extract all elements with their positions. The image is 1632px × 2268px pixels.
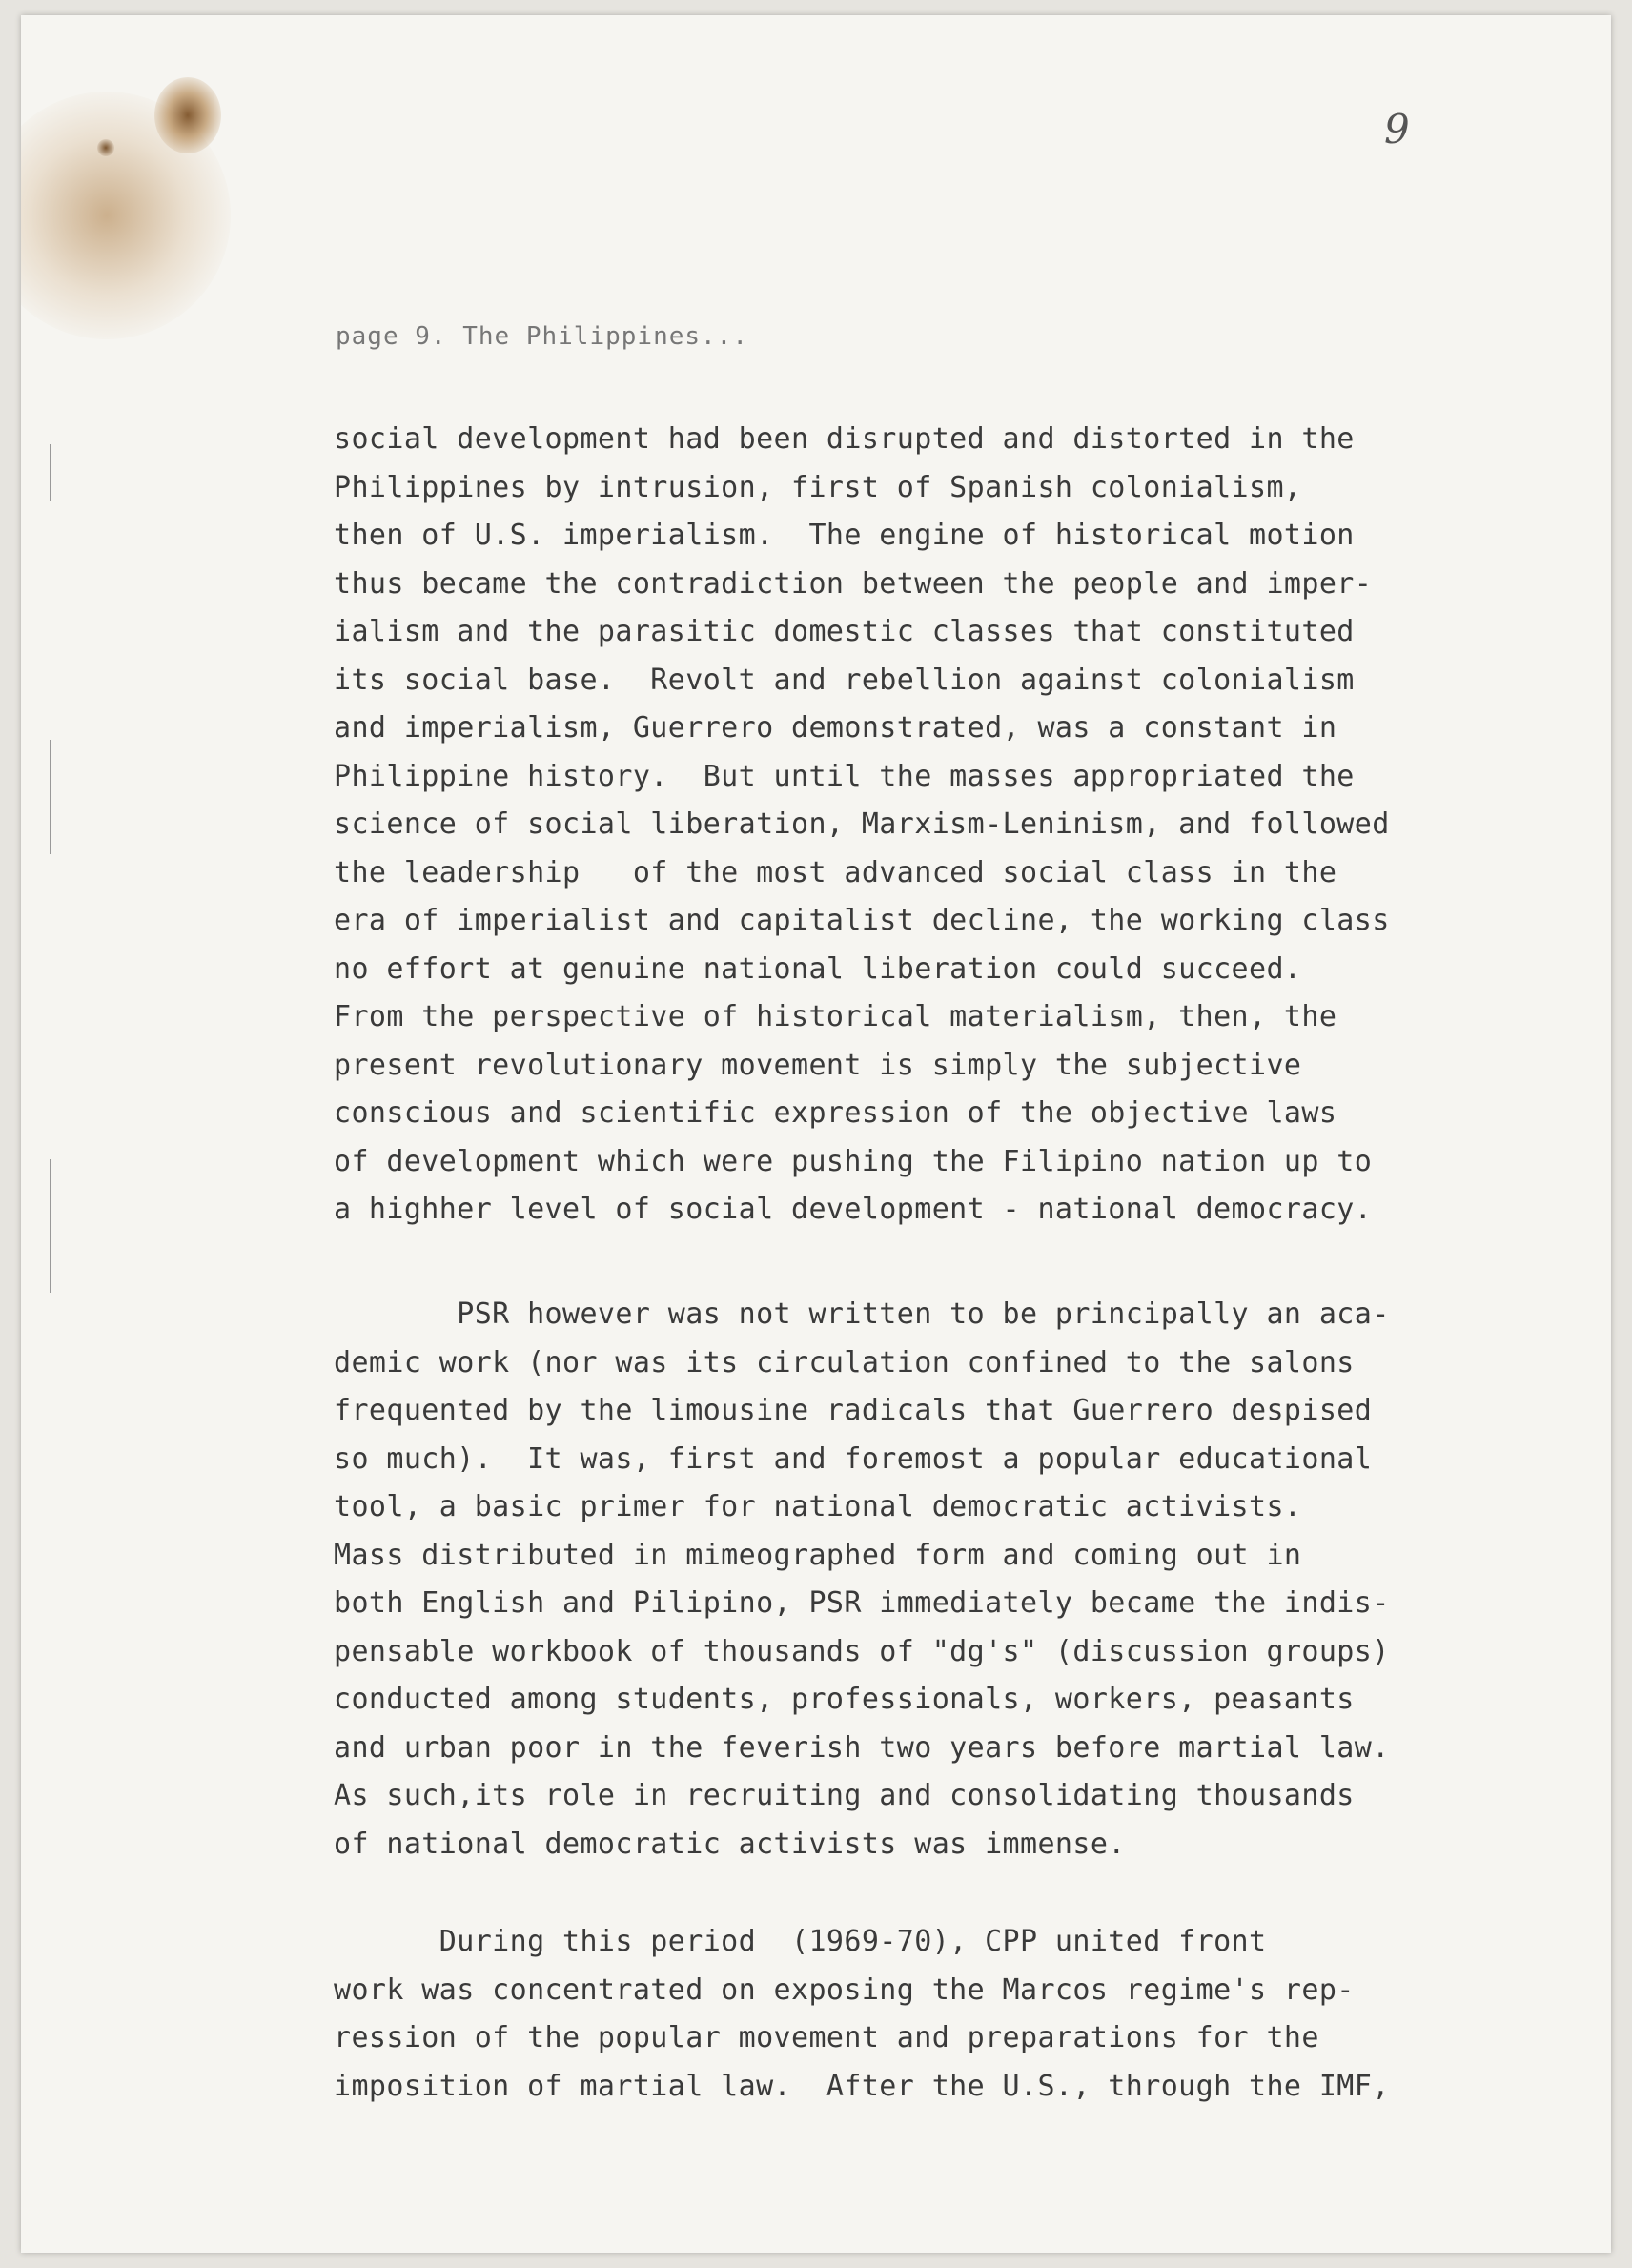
handwritten-page-number: 9 (1384, 106, 1410, 153)
text-line: of national democratic activists was immense. (334, 1827, 1126, 1861)
text-line: then of U.S. imperialism. The engine of historical motion (334, 519, 1355, 552)
text-line: PSR however was not written to be principally an aca- (334, 1297, 1390, 1331)
paragraph (334, 416, 1390, 1235)
burn-spot (154, 77, 221, 153)
text-line: tool, a basic primer for national democratic activists. (334, 1490, 1302, 1523)
text-line: era of imperialist and capitalist decline, the working class (334, 904, 1390, 937)
text-line: present revolutionary movement is simply the subjective (334, 1048, 1302, 1082)
stain-dot (97, 139, 114, 156)
text-line: the leadership of the most advanced social class in the (334, 855, 1337, 889)
text-line: Philippines by intrusion, first of Spanish colonialism, (334, 470, 1302, 504)
text-line: demic work (nor was its circulation confined to the salons (334, 1345, 1355, 1379)
text-line: During this period (1969-70), CPP united front (334, 1925, 1267, 1958)
text-line: and urban poor in the feverish two years before martial law. (334, 1730, 1390, 1765)
text-line: no effort at genuine national liberation could succeed. (334, 951, 1302, 986)
text-line: science of social liberation, Marxism-Leninism, and followed (334, 807, 1390, 841)
running-head: page 9. The Philippines... (336, 322, 748, 351)
text-line: imposition of martial law. After the U.S., through the IMF, (334, 2069, 1390, 2103)
text-line: conscious and scientific expression of the objective laws (334, 1096, 1337, 1130)
text-line: its social base. Revolt and rebellion against colonialism (334, 663, 1355, 697)
text-line: so much). It was, first and foremost a popular educational (334, 1441, 1373, 1476)
margin-mark (50, 444, 51, 501)
text-line: both English and Pilipino, PSR immediately became the indis- (334, 1586, 1390, 1620)
text-line: and imperialism, Guerrero demonstrated, was a constant in (334, 711, 1337, 745)
text-line: frequented by the limousine radicals that Guerrero despised (334, 1394, 1373, 1427)
document-page (21, 15, 1611, 2253)
text-line: As such,its role in recruiting and consolidating thousands (334, 1779, 1355, 1812)
text-line: a highher level of social development - national democracy. (334, 1193, 1373, 1226)
text-line: of development which were pushing the Filipino nation up to (334, 1144, 1373, 1178)
text-line: work was concentrated on exposing the Marcos regime's rep- (334, 1972, 1355, 2007)
paragraph (334, 1291, 1390, 1869)
text-line: From the perspective of historical materialism, then, the (334, 1000, 1337, 1033)
paragraph (334, 1918, 1390, 2111)
text-line: Philippine history. But until the masses appropriated the (334, 759, 1355, 793)
margin-mark (50, 740, 51, 854)
text-line: conducted among students, professionals, workers, peasants (334, 1683, 1355, 1716)
text-line: pensable workbook of thousands of "dg's" (discussion groups) (334, 1634, 1390, 1668)
text-line: ialism and the parasitic domestic classes that constituted (334, 615, 1355, 648)
margin-mark (50, 1159, 51, 1293)
text-line: social development had been disrupted and distorted in the (334, 422, 1355, 456)
text-line: thus became the contradiction between the people and imper- (334, 566, 1373, 601)
text-line: Mass distributed in mimeographed form and coming out in (334, 1538, 1302, 1572)
text-line: ression of the popular movement and preparations for the (334, 2021, 1319, 2054)
